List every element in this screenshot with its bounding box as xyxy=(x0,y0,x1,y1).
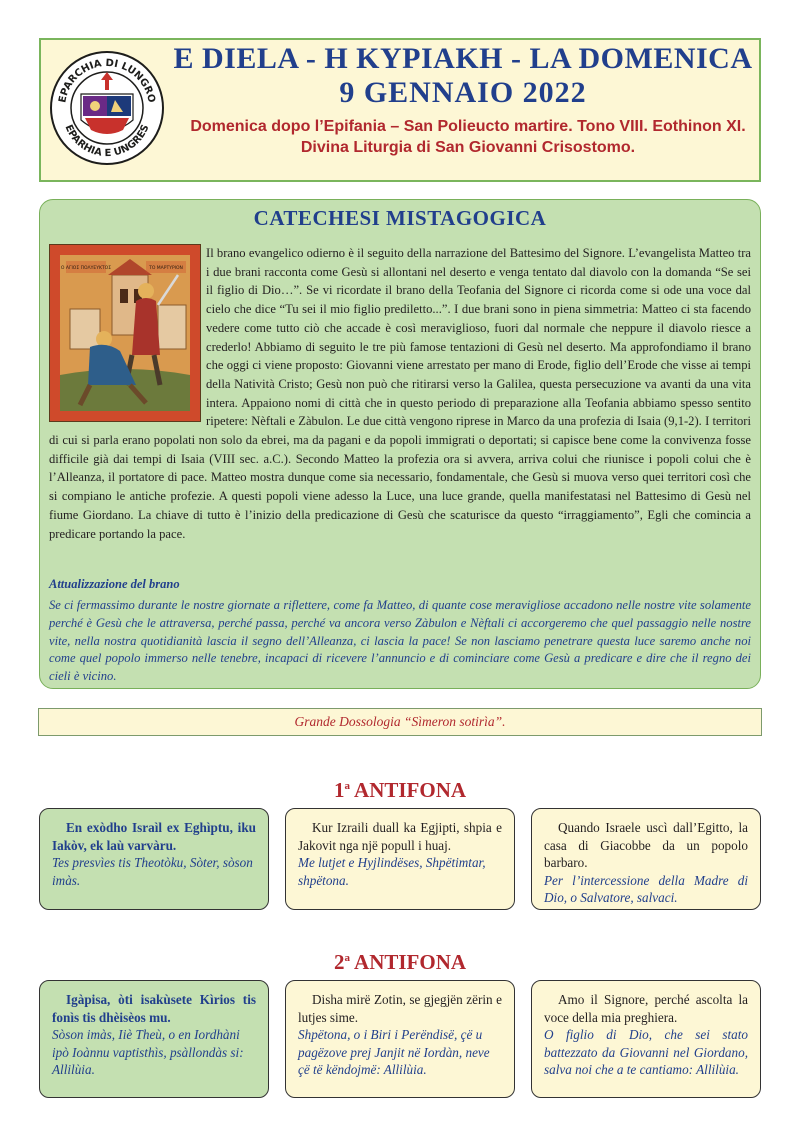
doxology-bar: Grande Dossologia “Sìmeron sotirìa”. xyxy=(38,708,762,736)
antifona-1-label: ANTIFONA xyxy=(354,778,467,802)
antifona-1-italian-lead: Quando Israele uscì dall’Egitto, la casa di Giacobbe da un popolo barbaro. xyxy=(544,820,748,870)
page-date: 9 GENNAIO 2022 xyxy=(339,76,587,109)
antifona-1-ordinal: a xyxy=(344,780,350,792)
antifona-2-albanian-refrain: Shpëtona, o i Biri i Perëndisë, çë u pagëzove prej Janjit në Iordàn, neve çë të këndojmë: Allilùia. xyxy=(298,1027,490,1077)
catechesi-panel xyxy=(39,199,761,689)
page-title: E DIELA - Η ΚΥΡΙΑΚΗ - LA DOMENICA xyxy=(173,42,753,75)
update-text: Se ci fermassimo durante le nostre giornate a riflettere, come fa Matteo, di quante cose meravigliose accadono nelle nostre vite solamente perché è Gesù che le attraversa, perché passa, perché va ancora verso Zàbulon e Nèftali ci accorgeremo che quel passaggio nelle nostre vite, nella nostra quotidianità lascia il segno dell’Alleanza, ci lascia la pace! Se non lasciamo penetrare questa luce saremo anche noi come quel popolo immerso nelle tenebre, incapaci di ricevere l’annuncio e di cominciare come Gesù a predicare e dire che il regno dei cieli è vicino. xyxy=(49,598,751,684)
seal-text-top: EPARCHIA DI LUNGRO xyxy=(57,57,157,104)
antifona-2-italian-card xyxy=(531,980,761,1098)
antifona-1-albanian-card xyxy=(285,808,515,910)
icon-inscription-left: Ο ΑΓΙΟΣ ΠΟΛΥΕΥΚΤΟΣ xyxy=(60,266,112,271)
antifona-2-title xyxy=(0,950,800,975)
liturgy-name: Divina Liturgia di San Giovanni Crisostomo. xyxy=(300,139,636,156)
antifona-1-number: 1 xyxy=(333,778,345,802)
antifona-1-albanian-lead: Kur Izraili duall ka Egjipti, shpia e Jakovit nga një popull i huaj. xyxy=(298,820,502,853)
antifona-2-greek-refrain: Sòson imàs, Iiè Theù, o en Iordhàni ipò Ioànnu vaptisthìs, psàllondàs si: Allilùia. xyxy=(52,1027,244,1077)
antifona-2-greek-card xyxy=(39,980,269,1098)
antifona-2-number: 2 xyxy=(333,950,345,974)
antifona-1-greek-lead: En exòdho Israìl ex Eghìptu, iku Iakòv, ek laù varvàru. xyxy=(52,820,256,853)
antifona-1-greek-refrain: Tes presvìes tis Theotòku, Sòter, sòson imàs. xyxy=(52,855,253,888)
antifona-2-italian-lead: Amo il Signore, perché ascolta la voce della mia preghiera. xyxy=(544,992,748,1025)
update-heading: Attualizzazione del brano xyxy=(49,577,180,591)
antifona-2-albanian-card xyxy=(285,980,515,1098)
antifona-2-greek-lead: Igàpisa, òti isakùsete Kìrios tis fonìs tis dhèisèos mu. xyxy=(52,992,256,1025)
antifona-2-italian-refrain: O figlio di Dio, che sei stato battezzato da Giovanni nel Giordano, salva noi che a te cantiamo: Allilùia. xyxy=(544,1027,748,1077)
antifona-1-greek-card xyxy=(39,808,269,910)
liturgical-day: Domenica dopo l’Epifania – San Polieucto martire. Tono VIII. Eothinon XI. xyxy=(190,118,746,135)
icon-inscription-right: ΤΟ ΜΑΡΤΥΡΙΟΝ xyxy=(149,266,183,271)
antifona-1-title xyxy=(0,778,800,803)
eparchy-seal-icon xyxy=(49,50,165,166)
antifona-1-italian-refrain: Per l’intercessione della Madre di Dio, o Salvatore, salvaci. xyxy=(544,872,748,905)
antifona-2-albanian-lead: Disha mirë Zotin, se gjegjën zërin e lutjes sime. xyxy=(298,992,502,1025)
antifona-1-italian-card xyxy=(531,808,761,910)
seal-text-bottom: EPARHIA E UNGRES xyxy=(62,123,152,160)
catechesi-title: CATECHESI MISTAGOGICA xyxy=(253,206,547,230)
antifona-1-albanian-refrain: Me lutjet e Hyjlindëses, Shpëtimtar, shpëtona. xyxy=(298,855,486,888)
antifona-2-ordinal: a xyxy=(344,952,350,964)
catechesi-body-text: Il brano evangelico odierno è il seguito della narrazione del Battesimo del Signore. L’evangelista Matteo tra i due brani racconta come Gesù si allontani nel deserto e venga tentato dal diavolo con la domanda “Se sei il figlio di Dio…”. Se vi ricordate il brano della Teofania del Signore ci ricorda come si ode una voce dal cielo che dice “Tu sei il mio figlio prediletto...”. I due brani sono in piena simmetria: Matteo ci sta facendo vedere come tutto ciò che accade è così meraviglioso, fuori dal normale che neppure il diavolo riesce a crederlo! Abbiamo di seguito le tre più famose tentazioni di Gesù nel deserto. Ma approfondiamo il brano che oggi ci viene proposto: Giovanni viene arrestato per mano di Erode, figlio dell’Erode che visse ai tempi della Natività Cristo; Gesù non può che ritirarsi verso la Galilea, questa persecuzione va avanti da una vita intera. Appaiono nomi di città che in questo periodo di preparazione alla Teofania abbiamo spesso sentito ripetere: Nèftali e Zàbulon. Le due città vengono riprese in Marco da una profezia di Isaia (9,1-2). I territori di cui si parla erano popolati non solo da ebrei, ma da pagani e da popoli immigrati o deportati; si capisce bene come la convivenza fosse difficile già dai tempi di Isaia (VIII sec. a.C.). Secondo Matteo la profezia ora si avvera, arriva colui che riunisce i popoli colui che è l’Alleanza, il portatore di pace. Matteo mostra dunque come sia necessario, fondamentale, che Gesù si muova verso quei territori così che si compiano le antiche profezie. A questi popoli viene adesso la Luce, una luce grande, quella manifestatasi nel Battesimo di Gesù nel fiume Giordano. La chiave di tutto è l’inizio della predicazione di Gesù che scaturisce da questo “irraggiamento”, Egli che comincia a predicare portando la pace. xyxy=(49,246,751,541)
header-box xyxy=(39,38,761,182)
catechesi-body xyxy=(49,244,751,543)
antifona-2-label: ANTIFONA xyxy=(354,950,467,974)
